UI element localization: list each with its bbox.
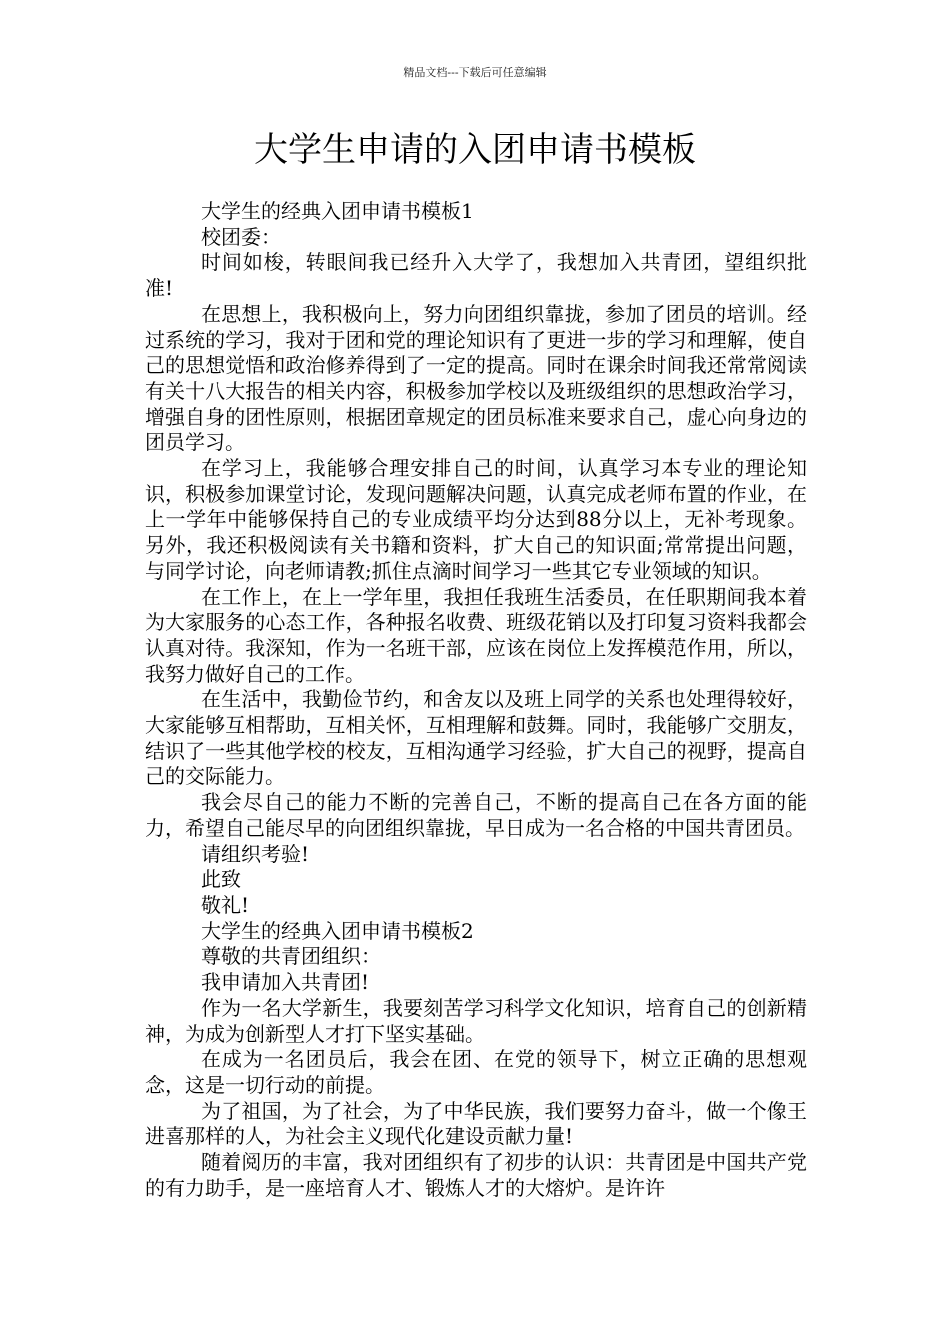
section-heading-1: 大学生的经典入团申请书模板1	[201, 199, 474, 223]
document-body	[145, 199, 807, 1201]
document-title: 大学生申请的入团申请书模板	[254, 130, 696, 170]
section-heading-2: 大学生的经典入团申请书模板2	[201, 918, 474, 943]
paragraph: 在学习上，我能够合理安排自己的时间，认真学习本专业的理论知识，积极参加课堂讨论，发现问题解决问题，认真完成老师布置的作业，在上一学年中能够保持自己的专业成绩平均分达到88分以上，无补考现象。另外，我还积极阅读有关书籍和资料，扩大自己的知识面;常常提出问题，与同学讨论，向老师请教;抓住点滴时间学习一些其它专业领域的知识。	[145, 456, 807, 583]
salutation-1: 校团委：	[201, 224, 281, 249]
paragraph: 我申请加入共青团!	[201, 970, 370, 995]
paragraph: 随着阅历的丰富，我对团组织有了初步的认识：共青团是中国共产党的有力助手，是一座培育人才、锻炼人才的大熔炉。是许许	[145, 1150, 807, 1200]
paragraph: 在生活中，我勤俭节约，和舍友以及班上同学的关系也处理得较好，大家能够互相帮助，互相关怀，互相理解和鼓舞。同时，我能够广交朋友，结识了一些其他学校的校友，互相沟通学习经验，扩大自己的视野，提高自己的交际能力。	[145, 687, 807, 789]
header-note: 精品文档---下载后可任意编辑	[403, 66, 547, 79]
paragraph: 在思想上，我积极向上，努力向团组织靠拢，参加了团员的培训。经过系统的学习，我对于团和党的理论知识有了更进一步的学习和理解，使自己的思想觉悟和政治修养得到了一定的提高。同时在课余时间我还常常阅读有关十八大报告的相关内容，积极参加学校以及班级组织的思想政治学习，增强自身的团性原则，根据团章规定的团员标准来要求自己，虚心向身边的团员学习。	[145, 301, 807, 455]
paragraph: 为了祖国，为了社会，为了中华民族，我们要努力奋斗，做一个像王进喜那样的人，为社会主义现代化建设贡献力量!	[145, 1098, 807, 1149]
salutation-2: 尊敬的共青团组织：	[201, 944, 381, 969]
paragraph: 我会尽自己的能力不断的完善自己，不断的提高自己在各方面的能力，希望自己能尽早的向团组织靠拢，早日成为一名合格的中国共青团员。	[145, 790, 807, 840]
paragraph: 时间如梭，转眼间我已经升入大学了，我想加入共青团，望组织批准!	[145, 250, 807, 301]
paragraph: 在工作上，在上一学年里，我担任我班生活委员，在任职期间我本着为大家服务的心态工作，各种报名收费、班级花销以及打印复习资料我都会认真对待。我深知，作为一名班干部，应该在岗位上发挥模范作用，所以，我努力做好自己的工作。	[145, 584, 807, 686]
paragraph: 在成为一名团员后，我会在团、在党的领导下，树立正确的思想观念，这是一切行动的前提。	[145, 1047, 807, 1097]
closing-line: 敬礼!	[201, 892, 250, 917]
closing-line: 此致	[201, 867, 241, 892]
closing-line: 请组织考验!	[201, 841, 310, 866]
paragraph: 作为一名大学新生，我要刻苦学习科学文化知识，培育自己的创新精神，为成为创新型人才打下坚实基础。	[145, 995, 807, 1046]
